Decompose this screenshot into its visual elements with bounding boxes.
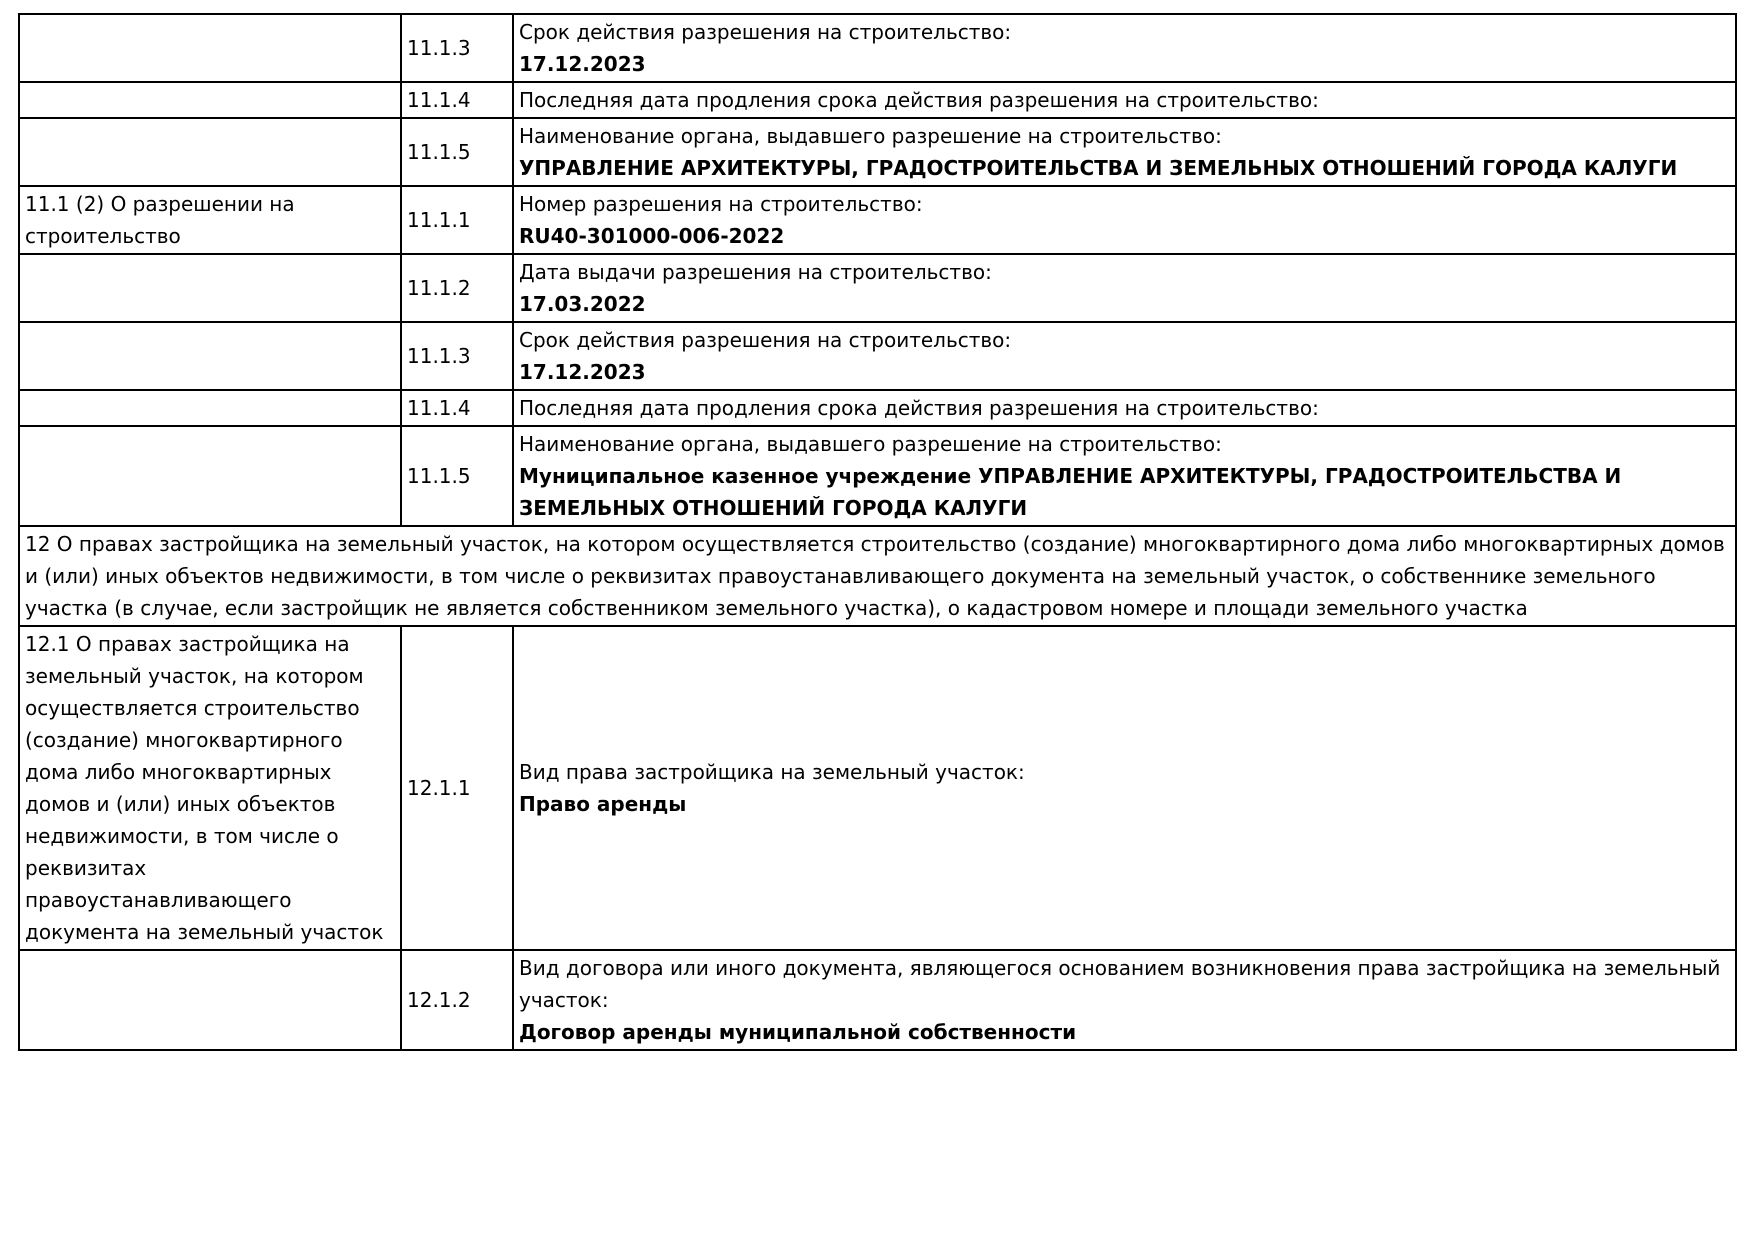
content-cell	[513, 626, 1736, 950]
field-label: Наименование органа, выдавшего разрешение на строительство:	[519, 432, 1222, 456]
table-row	[19, 254, 1736, 322]
item-number: 12.1.1	[407, 776, 471, 800]
section-cell	[19, 626, 401, 950]
section-label: 11.1 (2) О разрешении на строительство	[25, 192, 295, 248]
field-value: Муниципальное казенное учреждение УПРАВЛЕНИЕ АРХИТЕКТУРЫ, ГРАДОСТРОИТЕЛЬСТВА И ЗЕМЕЛЬНЫХ ОТНОШЕНИЙ ГОРОДА КАЛУГИ	[519, 464, 1622, 520]
field-value: УПРАВЛЕНИЕ АРХИТЕКТУРЫ, ГРАДОСТРОИТЕЛЬСТВА И ЗЕМЕЛЬНЫХ ОТНОШЕНИЙ ГОРОДА КАЛУГИ	[519, 156, 1678, 180]
item-number-cell	[401, 254, 513, 322]
section-label: 12.1 О правах застройщика на земельный участок, на котором осуществляется строительство (создание) многоквартирного дома либо многоквартирных домов и (или) иных объектов недвижимости, в том числе о реквизитах правоустанавливающего документа на земельный участок	[25, 632, 384, 944]
field-value: 17.12.2023	[519, 360, 646, 384]
table-row	[19, 950, 1736, 1050]
item-number: 11.1.4	[407, 396, 471, 420]
table-row	[19, 390, 1736, 426]
section-cell	[19, 426, 401, 526]
item-number: 11.1.4	[407, 88, 471, 112]
content-cell	[513, 186, 1736, 254]
item-number: 11.1.2	[407, 276, 471, 300]
item-number-cell	[401, 82, 513, 118]
field-value: Договор аренды муниципальной собственности	[519, 1020, 1077, 1044]
item-number: 11.1.3	[407, 344, 471, 368]
item-number: 12.1.2	[407, 988, 471, 1012]
section-cell	[19, 254, 401, 322]
field-label: Последняя дата продления срока действия разрешения на строительство:	[519, 88, 1319, 112]
table-row	[19, 426, 1736, 526]
table-row	[19, 118, 1736, 186]
content-cell	[513, 82, 1736, 118]
content-cell	[513, 426, 1736, 526]
field-value: Право аренды	[519, 792, 687, 816]
item-number: 11.1.3	[407, 36, 471, 60]
field-label: Наименование органа, выдавшего разрешение на строительство:	[519, 124, 1222, 148]
section-cell	[19, 950, 401, 1050]
field-label: Вид договора или иного документа, являющегося основанием возникновения права застройщика на земельный участок:	[519, 956, 1721, 1012]
content-cell	[513, 254, 1736, 322]
table-row	[19, 14, 1736, 82]
section-cell	[19, 390, 401, 426]
section-cell	[19, 14, 401, 82]
section-12-header: 12 О правах застройщика на земельный участок, на котором осуществляется строительство (создание) многоквартирного дома либо многоквартирных домов и (или) иных объектов недвижимости, в том числе о реквизитах правоустанавливающего документа на земельный участок, о собственнике земельного участка (в случае, если застройщик не является собственником земельного участка), о кадастровом номере и площади земельного участка	[19, 526, 1736, 626]
item-number-cell	[401, 426, 513, 526]
item-number-cell	[401, 322, 513, 390]
item-number: 11.1.5	[407, 140, 471, 164]
field-label: Последняя дата продления срока действия разрешения на строительство:	[519, 396, 1319, 420]
field-value: RU40-301000-006-2022	[519, 224, 785, 248]
item-number-cell	[401, 950, 513, 1050]
field-label: Номер разрешения на строительство:	[519, 192, 923, 216]
declaration-table	[18, 13, 1737, 1051]
section-cell	[19, 82, 401, 118]
field-label: Дата выдачи разрешения на строительство:	[519, 260, 992, 284]
table-row	[19, 626, 1736, 950]
section-header-row	[19, 526, 1736, 626]
item-number-cell	[401, 118, 513, 186]
table-row	[19, 82, 1736, 118]
field-label: Вид права застройщика на земельный участок:	[519, 760, 1025, 784]
item-number: 11.1.5	[407, 464, 471, 488]
table-row	[19, 322, 1736, 390]
field-value: 17.12.2023	[519, 52, 646, 76]
item-number: 11.1.1	[407, 208, 471, 232]
content-cell	[513, 118, 1736, 186]
content-cell	[513, 14, 1736, 82]
field-label: Срок действия разрешения на строительство:	[519, 328, 1012, 352]
content-cell	[513, 390, 1736, 426]
section-cell	[19, 322, 401, 390]
section-cell	[19, 186, 401, 254]
content-cell	[513, 322, 1736, 390]
field-value: 17.03.2022	[519, 292, 646, 316]
section-cell	[19, 118, 401, 186]
item-number-cell	[401, 14, 513, 82]
item-number-cell	[401, 626, 513, 950]
item-number-cell	[401, 186, 513, 254]
table-row	[19, 186, 1736, 254]
content-cell	[513, 950, 1736, 1050]
item-number-cell	[401, 390, 513, 426]
field-label: Срок действия разрешения на строительство:	[519, 20, 1012, 44]
